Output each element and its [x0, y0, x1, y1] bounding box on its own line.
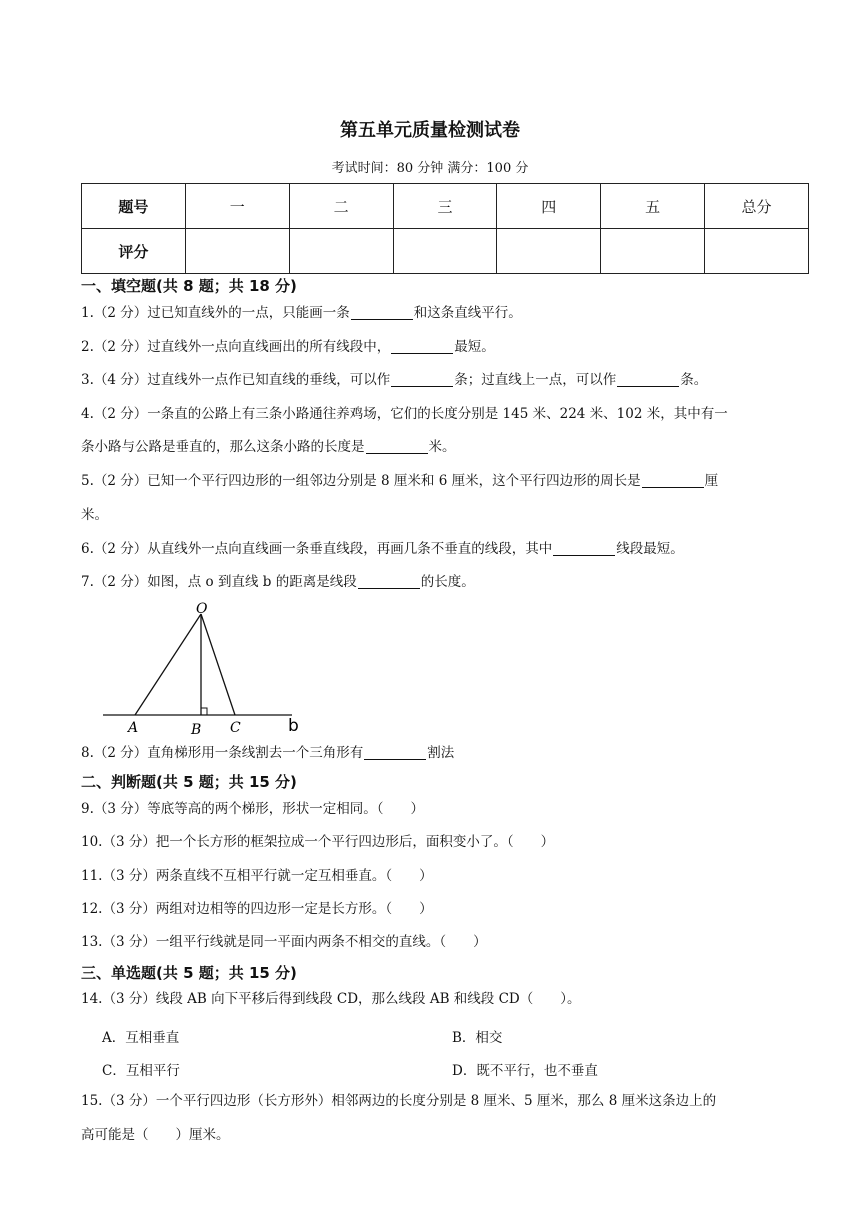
question-13: 13.（3 分）一组平行线就是同一平面内两条不相交的直线。（ ）	[81, 934, 487, 950]
option-a[interactable]: A．互相垂直	[102, 1030, 180, 1046]
score-entry-cell[interactable]	[185, 229, 289, 274]
answer-blank[interactable]	[366, 452, 428, 454]
answer-blank[interactable]	[391, 385, 453, 387]
answer-blank[interactable]	[553, 554, 615, 556]
label-a: A	[128, 720, 139, 736]
label-c: C	[230, 720, 241, 736]
section-heading-fill-blank: 一、填空题(共 8 题；共 18 分)	[81, 277, 297, 295]
score-entry-cell[interactable]	[289, 229, 393, 274]
exam-subtitle: 考试时间：80 分钟 满分：100 分	[331, 161, 529, 176]
section-heading-single-choice: 三、单选题(共 5 题；共 15 分)	[81, 964, 297, 982]
question-1	[81, 297, 811, 330]
score-cell: 二	[289, 184, 393, 229]
score-entry-cell[interactable]	[601, 229, 705, 274]
answer-blank[interactable]	[391, 352, 453, 354]
segment-oa	[135, 614, 201, 715]
score-cell: 三	[393, 184, 497, 229]
question-5-line-2	[81, 499, 811, 532]
question-11: 11.（3 分）两条直线不互相平行就一定互相垂直。（ ）	[81, 868, 433, 884]
section-heading-true-false: 二、判断题(共 5 题；共 15 分)	[81, 773, 297, 791]
score-cell: 题号	[82, 184, 186, 229]
geometry-figure	[100, 598, 310, 740]
label-line-b: b	[288, 716, 299, 736]
question-14: 14.（3 分）线段 AB 向下平移后得到线段 CD，那么线段 AB 和线段 CD（ ）。	[81, 991, 581, 1007]
answer-blank[interactable]	[351, 318, 413, 320]
option-c[interactable]: C．互相平行	[102, 1063, 180, 1079]
question-text: 厘	[704, 473, 719, 489]
question-text: 和这条直线平行。	[413, 305, 522, 321]
question-text: 条小路与公路是垂直的，那么这条小路的长度是	[81, 439, 365, 455]
answer-blank[interactable]	[642, 486, 704, 488]
question-4-line-1	[81, 398, 811, 431]
option-b[interactable]: B．相交	[452, 1030, 503, 1046]
score-table-header-row	[82, 184, 809, 229]
answer-blank[interactable]	[617, 385, 679, 387]
question-text: 最短。	[454, 339, 495, 355]
question-15-line-1: 15.（3 分）一个平行四边形（长方形外）相邻两边的长度分别是 8 厘米、5 厘米，那么 8 厘米这条边上的	[81, 1093, 717, 1109]
question-3	[81, 364, 811, 397]
label-o: O	[196, 601, 208, 617]
question-15-line-2: 高可能是（ ）厘米。	[81, 1127, 230, 1143]
score-cell: 四	[497, 184, 601, 229]
segment-oc	[201, 614, 235, 715]
question-text: 条；过直线上一点，可以作	[454, 372, 617, 388]
answer-blank[interactable]	[364, 758, 426, 760]
option-d[interactable]: D．既不平行，也不垂直	[452, 1063, 598, 1079]
question-text: 割法	[427, 745, 455, 761]
question-text: 5.（2 分）已知一个平行四边形的一组邻边分别是 8 厘米和 6 厘米，这个平行四边形的周长是	[81, 473, 641, 489]
question-9: 9.（3 分）等底等高的两个梯形，形状一定相同。（ ）	[81, 801, 425, 817]
question-text: 6.（2 分）从直线外一点向直线画一条垂直线段，再画几条不垂直的线段，其中	[81, 541, 553, 557]
question-6	[81, 533, 811, 566]
question-text: 的长度。	[420, 574, 475, 590]
question-8	[81, 737, 811, 770]
score-entry-cell[interactable]	[393, 229, 497, 274]
score-entry-cell[interactable]	[497, 229, 601, 274]
question-text: 条。	[680, 372, 708, 388]
score-table	[81, 183, 809, 274]
question-text: 2.（2 分）过直线外一点向直线画出的所有线段中，	[81, 339, 391, 355]
question-4-line-2	[81, 431, 811, 464]
question-text: 米。	[81, 507, 108, 523]
question-text: 8.（2 分）直角梯形用一条线割去一个三角形有	[81, 745, 364, 761]
question-text: 4.（2 分）一条直的公路上有三条小路通往养鸡场，它们的长度分别是 145 米、224 米、102 米，其中有一	[81, 406, 728, 422]
score-cell: 五	[601, 184, 705, 229]
score-entry-cell[interactable]	[705, 229, 809, 274]
question-12: 12.（3 分）两组对边相等的四边形一定是长方形。（ ）	[81, 901, 433, 917]
answer-blank[interactable]	[358, 587, 420, 589]
question-text: 1.（2 分）过已知直线外的一点，只能画一条	[81, 305, 350, 321]
question-text: 3.（4 分）过直线外一点作已知直线的垂线，可以作	[81, 372, 391, 388]
score-cell: 总分	[705, 184, 809, 229]
question-text: 7.（2 分）如图，点 o 到直线 b 的距离是线段	[81, 574, 357, 590]
exam-title: 第五单元质量检测试卷	[340, 120, 520, 141]
question-5-line-1	[81, 465, 811, 498]
score-row-label: 评分	[82, 229, 186, 274]
right-angle-mark	[201, 708, 207, 715]
question-2	[81, 331, 811, 364]
question-text: 线段最短。	[616, 541, 684, 557]
score-table-score-row	[82, 229, 809, 274]
label-b-point: B	[191, 722, 202, 738]
question-7	[81, 566, 811, 599]
question-text: 米。	[428, 439, 456, 455]
score-cell: 一	[185, 184, 289, 229]
question-10: 10.（3 分）把一个长方形的框架拉成一个平行四边形后，面积变小了。（ ）	[81, 834, 555, 850]
